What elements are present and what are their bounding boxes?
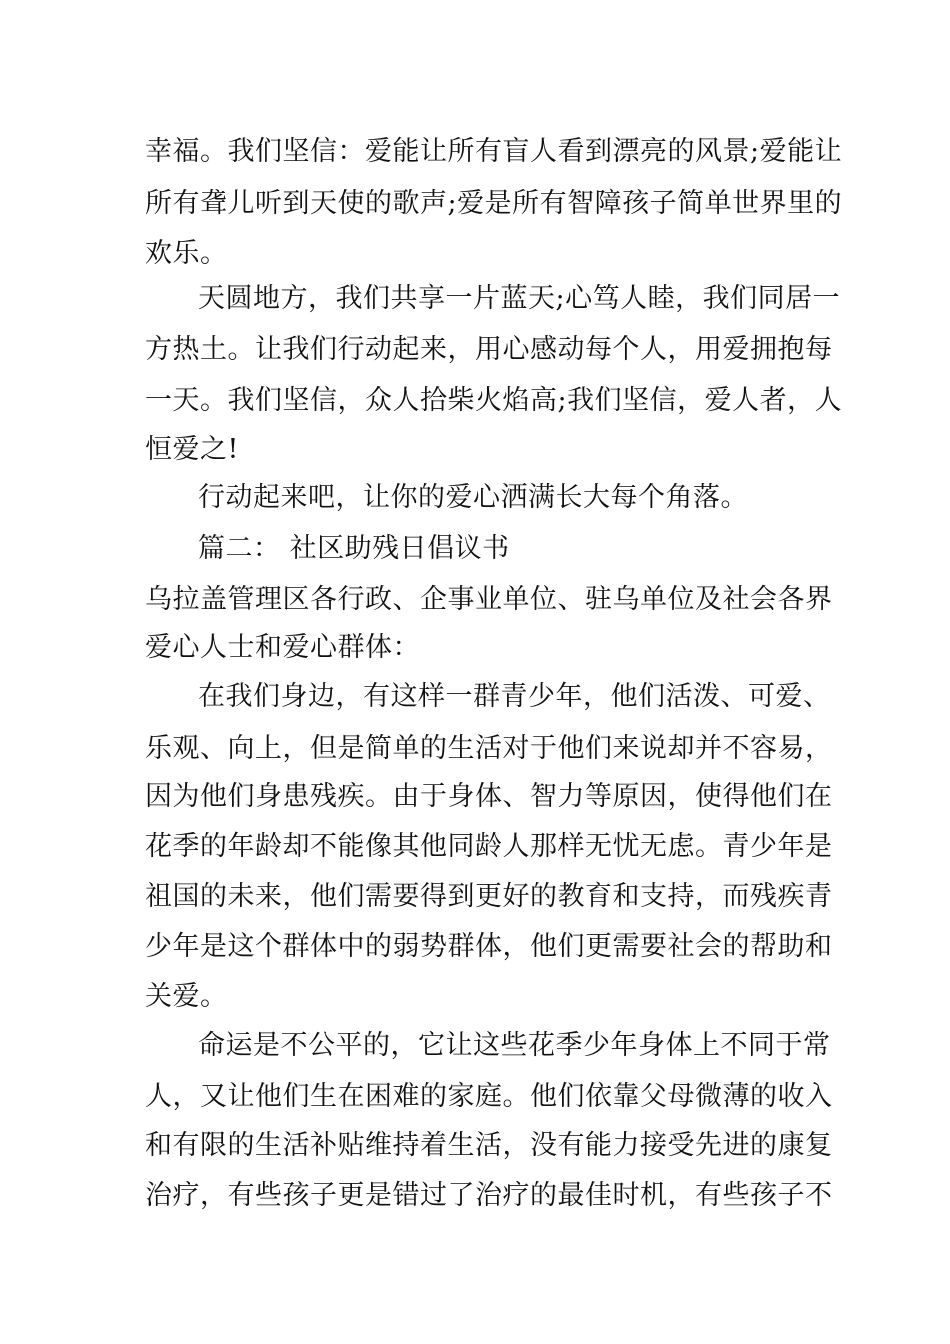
text-line: 爱心人士和爱心群体：	[145, 632, 420, 663]
text-line: 命运是不公平的，它让这些花季少年身体上不同于常	[198, 1030, 831, 1061]
text-line: 祖国的未来，他们需要得到更好的教育和支持，而残疾青	[145, 881, 833, 912]
text-line: 恒爱之!	[145, 434, 239, 465]
text-line: 乌拉盖管理区各行政、企事业单位、驻乌单位及社会各界	[145, 584, 833, 615]
section-heading: 篇二： 社区助残日倡议书	[198, 533, 510, 564]
text-line: 天圆地方，我们共享一片蓝天;心笃人睦，我们同居一	[198, 283, 841, 314]
text-line: 人，又让他们生在困难的家庭。他们依靠父母微薄的收入	[145, 1081, 833, 1112]
text-line: 方热土。让我们行动起来，用心感动每个人，用爱拥抱每	[145, 334, 833, 365]
text-line: 少年是这个群体中的弱势群体，他们更需要社会的帮助和	[145, 931, 833, 962]
text-line: 花季的年龄却不能像其他同龄人那样无忧无虑。青少年是	[145, 831, 833, 862]
text-line: 行动起来吧，让你的爱心洒满长大每个角落。	[198, 482, 748, 513]
text-line: 乐观、向上，但是简单的生活对于他们来说却并不容易，	[145, 733, 833, 764]
text-line: 欢乐。	[145, 238, 228, 269]
text-line: 一天。我们坚信，众人拾柴火焰高;我们坚信，爱人者，人	[145, 385, 843, 416]
text-line: 在我们身边，有这样一群青少年，他们活泼、可爱、	[198, 681, 831, 712]
text-line: 关爱。	[145, 981, 228, 1012]
text-line: 所有聋儿听到天使的歌声;爱是所有智障孩子简单世界里的	[145, 188, 843, 219]
text-line: 和有限的生活补贴维持着生活，没有能力接受先进的康复	[145, 1130, 833, 1161]
text-line: 治疗，有些孩子更是错过了治疗的最佳时机，有些孩子不	[145, 1180, 833, 1211]
text-line: 幸福。我们坚信：爱能让所有盲人看到漂亮的风景;爱能让	[145, 136, 843, 167]
text-line: 因为他们身患残疾。由于身体、智力等原因，使得他们在	[145, 781, 833, 812]
